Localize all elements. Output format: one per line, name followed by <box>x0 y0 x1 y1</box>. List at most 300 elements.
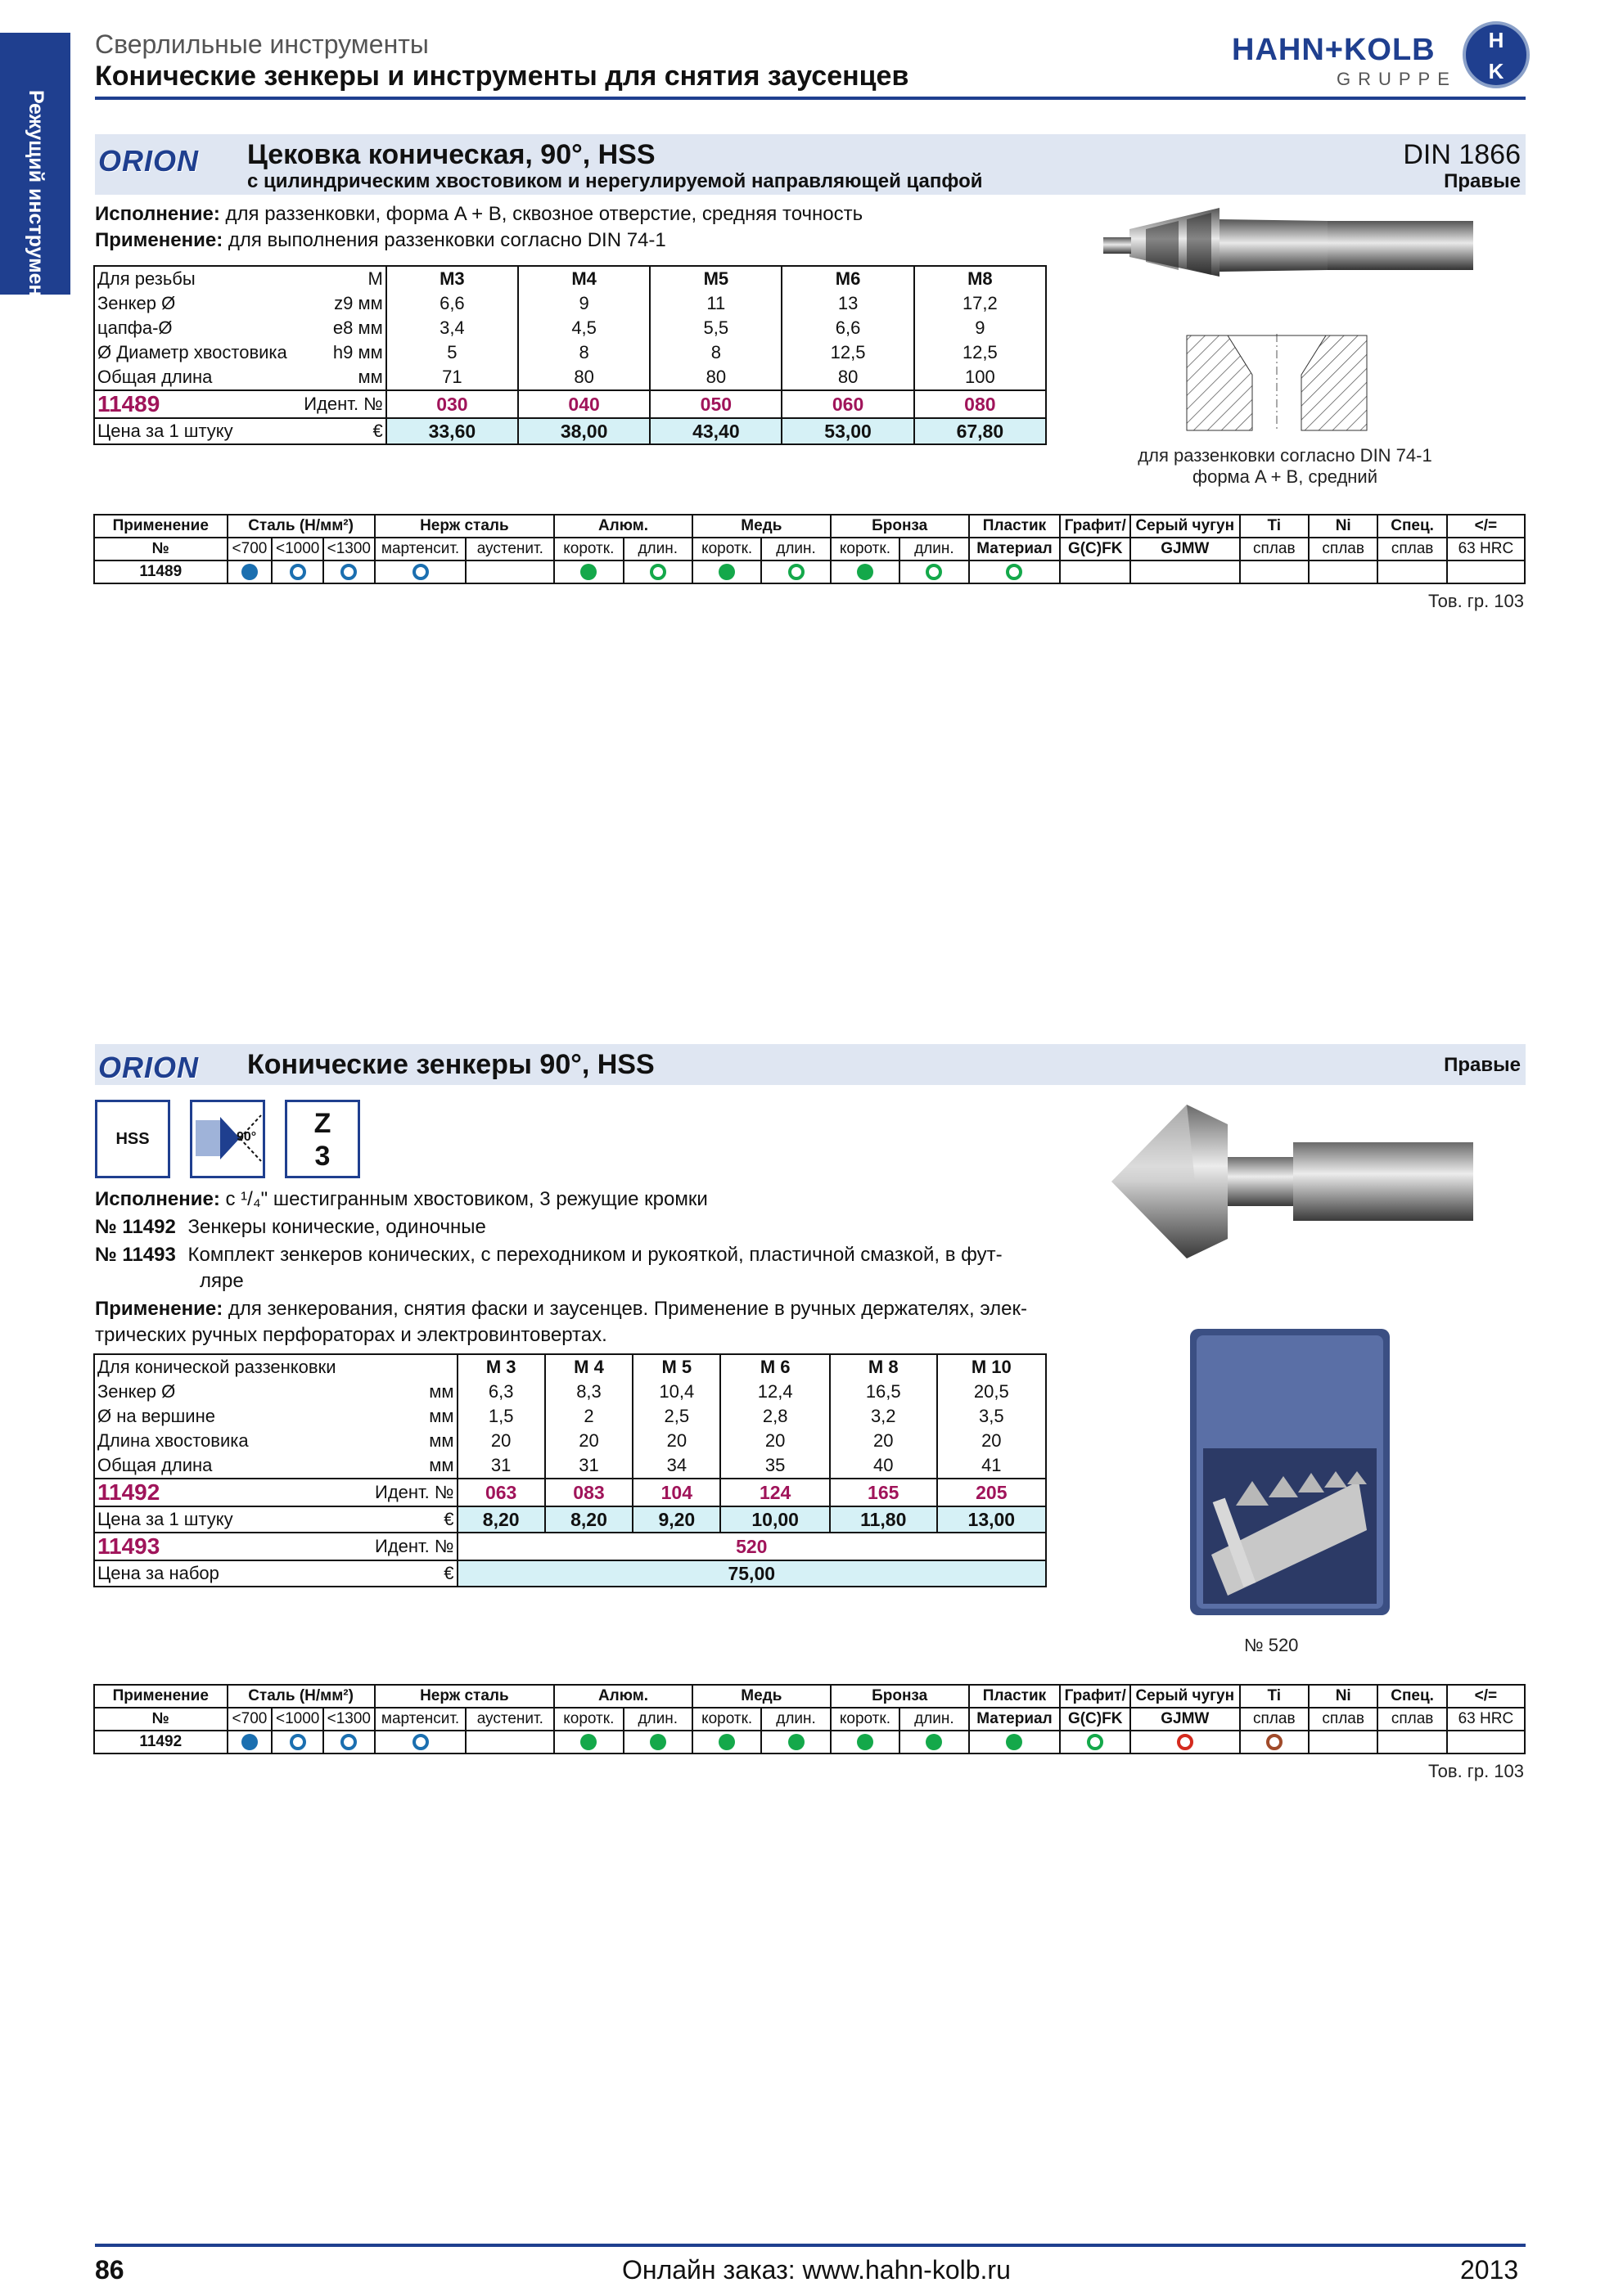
section2-materials-table <box>93 1684 1526 1754</box>
brand-group-text: GRUPPE <box>1337 69 1457 89</box>
ident-code: 205 <box>937 1479 1046 1506</box>
suitability-cell <box>1309 560 1377 583</box>
suitability-cell <box>831 1731 899 1754</box>
execution-text: для раззенковки, форма A + B, сквозное отверстие, средняя точность <box>225 203 863 225</box>
countersink-angle-icon <box>190 1100 265 1178</box>
orion-brand-logo: ORION <box>98 1051 200 1084</box>
materials-group-header: Спец. <box>1377 1685 1446 1708</box>
section1-product-group: Тов. гр. 103 <box>1427 591 1524 611</box>
materials-group-header: Нерж сталь <box>375 1685 554 1708</box>
footer-divider <box>95 2244 1526 2247</box>
ident-code: 030 <box>386 390 518 418</box>
materials-group-header: </= <box>1447 515 1525 538</box>
materials-group-header: Бронза <box>831 1685 969 1708</box>
spec-value: 34 <box>633 1453 720 1479</box>
suitability-green-filled-icon <box>580 1734 597 1750</box>
suitability-green-ring-icon <box>1006 564 1022 580</box>
materials-article-number: 11492 <box>94 1731 228 1754</box>
suitability-cell <box>554 560 623 583</box>
brand-badge-icon <box>1463 21 1530 88</box>
orion-brand-logo: ORION <box>98 144 200 178</box>
spec-value: 9 <box>518 291 650 316</box>
materials-subheader: <1300 <box>323 1708 375 1731</box>
spec-value: M3 <box>386 266 518 291</box>
spec-value: 5,5 <box>650 316 782 340</box>
spec-row-label: Общая длина <box>97 1455 213 1475</box>
materials-subheader: коротк. <box>831 538 899 560</box>
section2-spec-table <box>93 1353 1047 1587</box>
suitability-green-filled-icon <box>650 1734 666 1750</box>
spec-value: 6,6 <box>782 316 913 340</box>
materials-subheader: G(C)FK <box>1060 1708 1130 1731</box>
materials-subheader: коротк. <box>554 1708 623 1731</box>
materials-subheader: длин. <box>899 1708 968 1731</box>
section1-title: Цековка коническая, 90°, HSS <box>247 139 656 170</box>
suitability-blue-ring-icon <box>413 564 429 580</box>
section1-direction: Правые <box>1444 170 1521 192</box>
spec-value: M 5 <box>633 1354 720 1380</box>
materials-subheader: мартенсит. <box>375 538 467 560</box>
materials-subheader: № <box>94 538 228 560</box>
materials-subheader: G(C)FK <box>1060 538 1130 560</box>
materials-group-header: Ti <box>1240 515 1309 538</box>
section2-product-group: Тов. гр. 103 <box>1427 1761 1524 1781</box>
spec-value: 41 <box>937 1453 1046 1479</box>
item2-text-2: ляре <box>200 1270 244 1292</box>
spec-value: 20 <box>830 1429 937 1453</box>
section2-execution <box>95 1186 708 1213</box>
spec-value: M4 <box>518 266 650 291</box>
materials-group-header: Нерж сталь <box>375 515 554 538</box>
spec-row <box>94 291 1046 316</box>
price-value: 9,20 <box>633 1506 720 1533</box>
suitability-cell <box>1240 1731 1309 1754</box>
suitability-cell <box>1377 1731 1446 1754</box>
spec-value: M 6 <box>720 1354 829 1380</box>
materials-subheader: <1000 <box>272 538 323 560</box>
suitability-cell <box>375 1731 467 1754</box>
suitability-green-filled-icon <box>719 1734 735 1750</box>
materials-subheader: сплав <box>1309 538 1377 560</box>
currency-symbol: € <box>290 418 386 444</box>
spec-value: 80 <box>518 365 650 390</box>
spec-value: 5 <box>386 340 518 365</box>
price-value: 11,80 <box>830 1506 937 1533</box>
materials-subheader: аустенит. <box>466 1708 554 1731</box>
ident-code: 083 <box>545 1479 633 1506</box>
spec-value: 20 <box>458 1429 545 1453</box>
ident-row <box>94 1479 1046 1506</box>
item1-text: Зенкеры конические, одиночные <box>187 1216 486 1238</box>
spec-value: 2,8 <box>720 1404 829 1429</box>
materials-group-header: Ni <box>1309 515 1377 538</box>
price-row <box>94 1506 1046 1533</box>
spec-value: M 8 <box>830 1354 937 1380</box>
spec-row-unit: мм <box>429 1455 454 1475</box>
spec-row <box>94 365 1046 390</box>
section1-application <box>95 227 666 254</box>
materials-subheader: GJMW <box>1130 538 1240 560</box>
materials-subheader: длин. <box>624 538 692 560</box>
suitability-green-filled-icon <box>719 564 735 580</box>
suitability-cell <box>1060 560 1130 583</box>
spec-row-label: Зенкер Ø <box>97 293 176 313</box>
materials-group-header: Применение <box>94 1685 228 1708</box>
price-value: 33,60 <box>386 418 518 444</box>
suitability-cell <box>1377 560 1446 583</box>
suitability-cell <box>228 560 273 583</box>
suitability-blue-ring-icon <box>340 1734 357 1750</box>
ident-label: Идент. № <box>372 1479 458 1506</box>
spec-row-unit: h9 мм <box>332 342 383 362</box>
materials-subheader: коротк. <box>831 1708 899 1731</box>
materials-subheader: длин. <box>761 538 830 560</box>
materials-subheader-row <box>94 1708 1525 1731</box>
execution-label: Исполнение: <box>95 1188 220 1210</box>
suitability-green-filled-icon <box>580 564 597 580</box>
section1-subtitle: с цилиндрическим хвостовиком и нерегулируемой направляющей цапфой <box>247 170 983 192</box>
materials-subheader: сплав <box>1309 1708 1377 1731</box>
suitability-blue-filled-icon <box>241 564 258 580</box>
suitability-cell <box>692 1731 761 1754</box>
spec-value: 12,4 <box>720 1380 829 1404</box>
application-text-2: трических ручных перфораторах и электровинтовертах. <box>95 1324 607 1346</box>
spec-row-label: Для конической раззенковки <box>97 1357 336 1377</box>
materials-subheader: <1000 <box>272 1708 323 1731</box>
materials-subheader: <700 <box>228 538 273 560</box>
price-value: 10,00 <box>720 1506 829 1533</box>
materials-subheader: мартенсит. <box>375 1708 467 1731</box>
materials-header-row <box>94 515 1525 538</box>
ident-label: Идент. № <box>372 1533 458 1560</box>
suitability-cell <box>1447 1731 1525 1754</box>
application-label: Применение: <box>95 1298 223 1320</box>
teeth-number: 3 <box>314 1141 331 1172</box>
suitability-blue-ring-icon <box>290 564 306 580</box>
materials-subheader: 63 HRC <box>1447 538 1525 560</box>
suitability-cell <box>899 560 968 583</box>
materials-group-header: Пластик <box>969 515 1061 538</box>
materials-subheader: коротк. <box>692 1708 761 1731</box>
spec-row-label: Длина хвостовика <box>97 1430 249 1451</box>
ident-row <box>94 1533 1046 1560</box>
item2-label: № 11493 <box>95 1244 176 1266</box>
section2-item-11492 <box>95 1214 486 1240</box>
side-tab <box>0 33 70 307</box>
ident-row <box>94 390 1046 418</box>
suitability-green-ring-icon <box>650 564 666 580</box>
spec-value: 2,5 <box>633 1404 720 1429</box>
suitability-cell <box>554 1731 623 1754</box>
suitability-green-filled-icon <box>1006 1734 1022 1750</box>
price-value: 38,00 <box>518 418 650 444</box>
ident-code: 050 <box>650 390 782 418</box>
ident-code: 520 <box>458 1533 1047 1560</box>
spec-row-label: Ø Диаметр хвостовика <box>97 342 287 362</box>
countersink-tool-image <box>1097 196 1481 286</box>
spec-row <box>94 1429 1046 1453</box>
item2-text: Комплект зенкеров конических, с переходником и рукояткой, пластичной смазкой, в фут- <box>187 1244 1003 1266</box>
suitability-green-filled-icon <box>926 1734 942 1750</box>
ident-code: 060 <box>782 390 913 418</box>
materials-header-row <box>94 1685 1525 1708</box>
spec-value: M8 <box>914 266 1046 291</box>
item1-label: № 11492 <box>95 1216 176 1238</box>
spec-row-unit: мм <box>429 1430 454 1451</box>
spec-row-unit: мм <box>429 1406 454 1426</box>
suitability-cell <box>624 560 692 583</box>
suitability-cell <box>761 560 830 583</box>
currency-symbol: € <box>372 1560 458 1587</box>
price-value: 75,00 <box>458 1560 1047 1587</box>
set-caption: № 520 <box>1244 1635 1299 1655</box>
execution-text: с ¹/₄" шестигранным хвостовиком, 3 режущие кромки <box>225 1188 708 1210</box>
materials-subheader: Материал <box>969 538 1061 560</box>
spec-value: M 4 <box>545 1354 633 1380</box>
suitability-cell <box>692 560 761 583</box>
spec-value: 2 <box>545 1404 633 1429</box>
spec-value: 35 <box>720 1453 829 1479</box>
materials-subheader: сплав <box>1377 1708 1446 1731</box>
page-title: Конические зенкеры и инструменты для снятия заусенцев <box>95 61 909 92</box>
ident-code: 080 <box>914 390 1046 418</box>
spec-value: 9 <box>914 316 1046 340</box>
page-category: Сверлильные инструменты <box>95 29 429 59</box>
spec-row <box>94 1380 1046 1404</box>
materials-group-header: Сталь (Н/мм²) <box>228 1685 375 1708</box>
suitability-brown-ring-icon <box>1266 1734 1283 1750</box>
spec-value: 40 <box>830 1453 937 1479</box>
teeth-count-icon <box>285 1100 360 1178</box>
ident-code: 124 <box>720 1479 829 1506</box>
section1-spec-table <box>93 265 1047 445</box>
hss-icon-label: HSS <box>115 1130 150 1148</box>
spec-value: 4,5 <box>518 316 650 340</box>
materials-subheader: длин. <box>624 1708 692 1731</box>
materials-group-header: Серый чугун <box>1130 515 1240 538</box>
materials-group-header: Серый чугун <box>1130 1685 1240 1708</box>
countersink-drawing <box>1179 334 1375 432</box>
article-number: 11493 <box>94 1533 372 1560</box>
materials-row <box>94 560 1525 583</box>
materials-subheader: <700 <box>228 1708 273 1731</box>
spec-row-label: Зенкер Ø <box>97 1381 176 1402</box>
ident-label: Идент. № <box>290 390 386 418</box>
spec-row <box>94 1404 1046 1429</box>
spec-row <box>94 340 1046 365</box>
suitability-green-filled-icon <box>857 1734 873 1750</box>
section2-band <box>95 1044 1526 1085</box>
suitability-cell <box>466 1731 554 1754</box>
spec-row-label: Ø на вершине <box>97 1406 215 1426</box>
application-text: для выполнения раззенковки согласно DIN 74-1 <box>228 229 666 251</box>
header-divider <box>95 97 1526 100</box>
spec-value: 80 <box>782 365 913 390</box>
suitability-blue-ring-icon <box>290 1734 306 1750</box>
section1-band <box>95 134 1526 195</box>
spec-value: 17,2 <box>914 291 1046 316</box>
materials-group-header: Ni <box>1309 1685 1377 1708</box>
spec-row-unit: e8 мм <box>332 317 383 338</box>
suitability-cell <box>1130 1731 1240 1754</box>
price-value: 67,80 <box>914 418 1046 444</box>
spec-value: 3,5 <box>937 1404 1046 1429</box>
materials-group-header: Алюм. <box>554 515 692 538</box>
spec-value: 20 <box>633 1429 720 1453</box>
materials-article-number: 11489 <box>94 560 228 583</box>
suitability-cell <box>1060 1731 1130 1754</box>
suitability-cell <box>899 1731 968 1754</box>
spec-value: 13 <box>782 291 913 316</box>
section2-title: Конические зенкеры 90°, HSS <box>247 1049 655 1080</box>
materials-group-header: Ti <box>1240 1685 1309 1708</box>
materials-subheader: 63 HRC <box>1447 1708 1525 1731</box>
spec-value: 31 <box>545 1453 633 1479</box>
spec-value: 3,4 <box>386 316 518 340</box>
suitability-green-filled-icon <box>788 1734 805 1750</box>
suitability-red-ring-icon <box>1177 1734 1193 1750</box>
spec-row <box>94 1354 1046 1380</box>
materials-group-header: </= <box>1447 1685 1525 1708</box>
spec-row-label: Общая длина <box>97 367 213 387</box>
angle-label: 90° <box>237 1130 257 1144</box>
materials-subheader: коротк. <box>692 538 761 560</box>
spec-row-unit: z9 мм <box>334 293 383 313</box>
ident-code: 063 <box>458 1479 545 1506</box>
spec-value: 6,3 <box>458 1380 545 1404</box>
spec-row-unit: M <box>367 268 383 289</box>
materials-subheader: сплав <box>1240 538 1309 560</box>
materials-group-header: Сталь (Н/мм²) <box>228 515 375 538</box>
spec-value: M5 <box>650 266 782 291</box>
suitability-cell <box>761 1731 830 1754</box>
spec-value: M 10 <box>937 1354 1046 1380</box>
suitability-cell <box>969 560 1061 583</box>
page-number: 86 <box>95 2255 124 2285</box>
spec-row-unit <box>372 1354 458 1380</box>
price-row <box>94 418 1046 444</box>
spec-value: 20 <box>937 1429 1046 1453</box>
suitability-blue-ring-icon <box>340 564 357 580</box>
section2-item-11493 <box>95 1242 1053 1294</box>
suitability-cell <box>466 560 554 583</box>
spec-value: 11 <box>650 291 782 316</box>
article-number: 11492 <box>94 1479 372 1506</box>
drawing-caption <box>1064 445 1506 488</box>
brand-logo-text: HAHN+KOLB <box>1232 33 1436 67</box>
suitability-green-ring-icon <box>926 564 942 580</box>
price-label: Цена за 1 штуку <box>94 1506 372 1533</box>
materials-subheader: аустенит. <box>466 538 554 560</box>
materials-group-header: Графит/ <box>1060 1685 1130 1708</box>
year: 2013 <box>1460 2255 1519 2285</box>
spec-value: 31 <box>458 1453 545 1479</box>
section1-din: DIN 1866 <box>1403 139 1521 170</box>
badge-letter-bottom: K <box>1488 59 1504 83</box>
suitability-cell <box>272 1731 323 1754</box>
drawing-caption-line1: для раззенковки согласно DIN 74-1 <box>1138 445 1432 466</box>
spec-row <box>94 266 1046 291</box>
materials-group-header: Медь <box>692 1685 831 1708</box>
price-value: 8,20 <box>545 1506 633 1533</box>
section2-direction: Правые <box>1444 1054 1521 1076</box>
execution-label: Исполнение: <box>95 203 220 225</box>
spec-value: 8,3 <box>545 1380 633 1404</box>
countersink-set-case-image <box>1179 1317 1400 1628</box>
materials-subheader: длин. <box>899 538 968 560</box>
ident-code: 104 <box>633 1479 720 1506</box>
section2-application <box>95 1296 1053 1348</box>
materials-group-header: Пластик <box>969 1685 1061 1708</box>
side-tab-label: Режущий инструмент <box>25 90 47 307</box>
materials-subheader: <1300 <box>323 538 375 560</box>
spec-value: 80 <box>650 365 782 390</box>
materials-group-header: Спец. <box>1377 515 1446 538</box>
materials-group-header: Применение <box>94 515 228 538</box>
spec-value: 16,5 <box>830 1380 937 1404</box>
suitability-cell <box>969 1731 1061 1754</box>
ident-code: 040 <box>518 390 650 418</box>
spec-value: 12,5 <box>914 340 1046 365</box>
spec-value: 100 <box>914 365 1046 390</box>
spec-value: 20,5 <box>937 1380 1046 1404</box>
order-link[interactable]: Онлайн заказ: www.hahn-kolb.ru <box>622 2255 1011 2285</box>
spec-value: 6,6 <box>386 291 518 316</box>
teeth-letter: Z <box>313 1108 331 1139</box>
brand-logo <box>1232 21 1535 95</box>
materials-group-header: Графит/ <box>1060 515 1130 538</box>
materials-subheader: сплав <box>1377 538 1446 560</box>
spec-row-unit: мм <box>429 1381 454 1402</box>
spec-value: M6 <box>782 266 913 291</box>
section1-execution <box>95 201 863 227</box>
materials-subheader: длин. <box>761 1708 830 1731</box>
hss-icon <box>95 1100 170 1178</box>
spec-value: 20 <box>545 1429 633 1453</box>
materials-group-header: Алюм. <box>554 1685 692 1708</box>
materials-subheader: коротк. <box>554 538 623 560</box>
materials-subheader: сплав <box>1240 1708 1309 1731</box>
suitability-blue-filled-icon <box>241 1734 258 1750</box>
spec-row-label: Для резьбы <box>97 268 196 289</box>
suitability-cell <box>228 1731 273 1754</box>
materials-row <box>94 1731 1525 1754</box>
suitability-green-ring-icon <box>788 564 805 580</box>
spec-value: 8 <box>518 340 650 365</box>
suitability-cell <box>1130 560 1240 583</box>
materials-subheader-row <box>94 538 1525 560</box>
suitability-cell <box>1447 560 1525 583</box>
materials-subheader: GJMW <box>1130 1708 1240 1731</box>
spec-row <box>94 316 1046 340</box>
materials-group-header: Бронза <box>831 515 969 538</box>
spec-value: 12,5 <box>782 340 913 365</box>
price-value: 43,40 <box>650 418 782 444</box>
suitability-green-filled-icon <box>857 564 873 580</box>
spec-row-unit: мм <box>358 367 383 387</box>
materials-subheader: № <box>94 1708 228 1731</box>
price-value: 53,00 <box>782 418 913 444</box>
suitability-cell <box>624 1731 692 1754</box>
article-number: 11489 <box>94 390 290 418</box>
suitability-cell <box>375 560 467 583</box>
spec-value: 20 <box>720 1429 829 1453</box>
spec-row <box>94 1453 1046 1479</box>
section1-materials-table <box>93 514 1526 584</box>
currency-symbol: € <box>372 1506 458 1533</box>
price-row <box>94 1560 1046 1587</box>
materials-group-header: Медь <box>692 515 831 538</box>
